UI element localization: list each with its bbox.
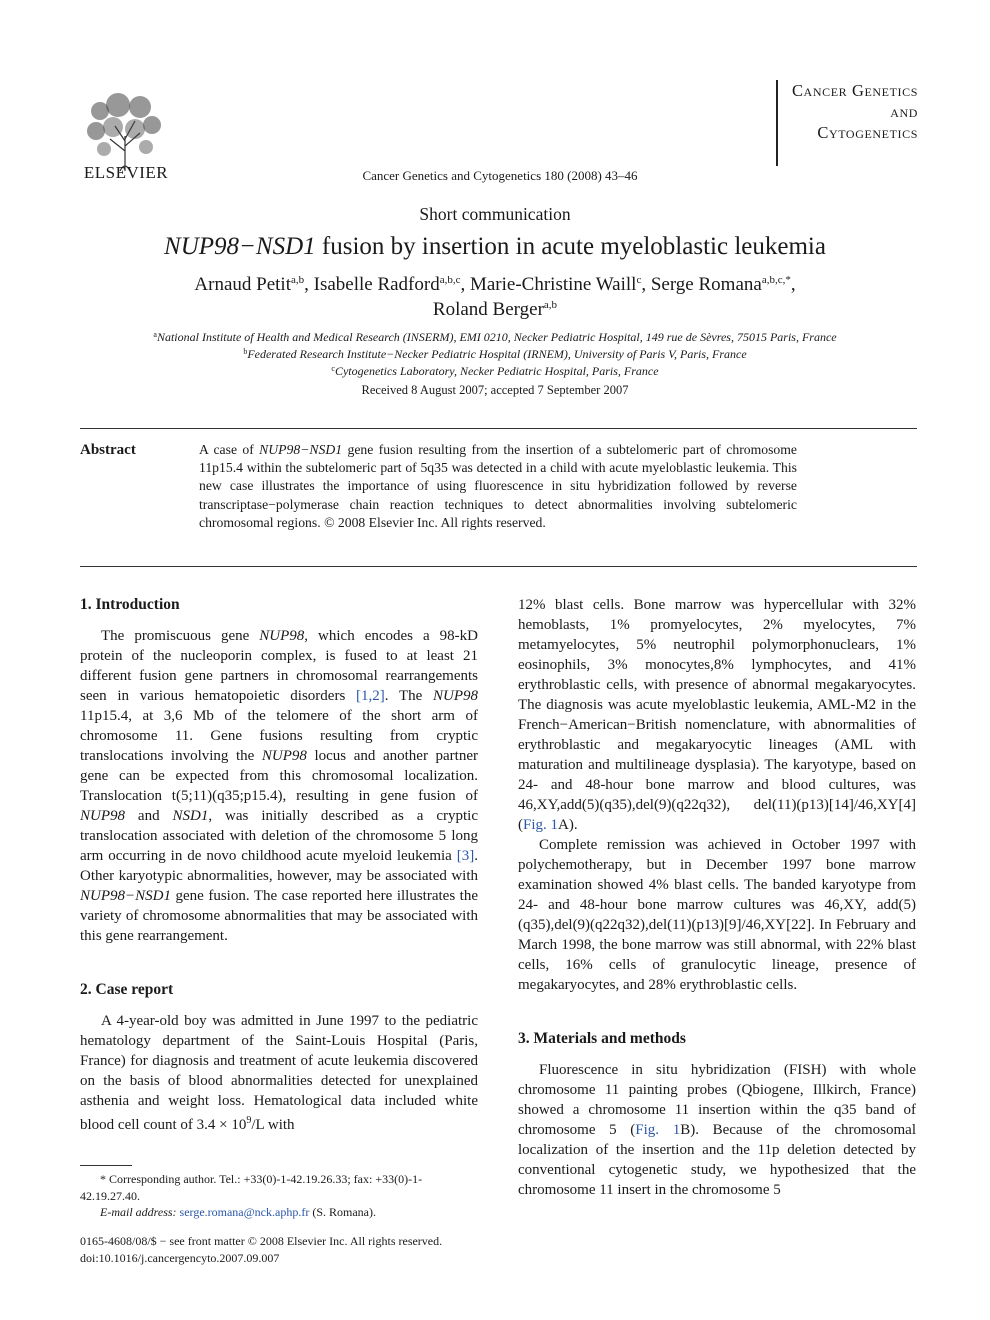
author-name[interactable]: Serge Romana (650, 274, 762, 295)
title-gene: NUP98−NSD1 (164, 233, 316, 260)
journal-logo (776, 80, 918, 166)
email-note (80, 1204, 498, 1221)
section-heading: 2. Case report (80, 981, 174, 998)
figure-link[interactable]: Fig. 1 (523, 817, 559, 833)
author-affil: a,b,c,* (761, 274, 791, 286)
article-title (0, 233, 990, 261)
author-name[interactable]: Isabelle Radford (313, 274, 440, 295)
doi-note: doi:10.1016/j.cancergencyto.2007.09.007 (80, 1251, 280, 1265)
footnote-divider (80, 1165, 132, 1166)
gene-name: NUP98−NSD1 (259, 442, 343, 457)
email-label: E-mail address: (100, 1205, 180, 1219)
affiliation-text: National Institute of Health and Medical Research (INSERM), EMI 0210, Necker Pediatric Hospital, 149 rue de Sèvres, 75015 Paris, France (156, 330, 837, 344)
author-affil: a,b (543, 299, 558, 311)
author-affil: c (636, 274, 642, 286)
section-heading: 3. Materials and methods (518, 1030, 686, 1047)
right-column (518, 595, 916, 1200)
divider (80, 428, 917, 429)
section-heading: 1. Introduction (80, 596, 180, 613)
article-type: Short communication (419, 204, 571, 224)
paragraph: 12% blast cells. Bone marrow was hypercellular with 32% hemoblasts, 1% promyelocytes, 2% myelocytes, 7% metamyelocytes, 5% neutrophil polymorphonuclears, 1% eosinophils, 3% monocytes,8% lymphocytes, and 41% erythroblastic cells, with presence of abnormal megakaryocytes. The diagnosis was acute myeloblastic leukemia, AML-M2 in the French−American−British nomenclature, with abnormalities of erythroblastic and megakaryocytic lineages (AML with maturation and multilineage dysplasia). The karyotype, based on 24- and 48-hour bone marrow and blood cultures, was 46,XY,add(5)(q35),del(9)(q22q32), del(11)(p13)[14]/46,XY[4] (Fig. 1A). (518, 597, 916, 833)
abstract-label: Abstract (80, 442, 136, 458)
publisher-name: ELSEVIER (83, 163, 169, 182)
journal-logo-line: Cancer Genetics (791, 81, 918, 100)
affiliation-text: Cytogenetics Laboratory, Necker Pediatric Hospital, Paris, France (334, 364, 659, 378)
text-run: gene fusion resulting from the insertion of a subtelomeric part of chromosome 11p15.4 within the subtelomeric part of 5q35 was detected in a child with acute myeloblastic leukemia. This new case illustrates the importance of using fluorescence in situ hybridization followed by reverse transcriptase−polymerase chain reaction techniques to detect abnormalities involving subtelomeric chromosomal regions. © 2008 Elsevier Inc. All rights reserved. (199, 442, 797, 530)
paragraph: Complete remission was achieved in October 1997 with polychemotherapy, but in December 1997 bone marrow examination showed 4% blast cells. The banded karyotype from 24- and 48-hour bone marrow cultures was 46,XY, add(5)(q35),del(9)(q22q32),del(11)(p13)[9]/46,XY[22]. In February and March 1998, the bone marrow was still abnormal, with 22% blast cells, 16% cells of granulocytic lineage, presence of megakaryocytes, and 28% erythroblastic cells. (518, 837, 916, 993)
author-name[interactable]: Arnaud Petit (194, 274, 291, 295)
author-list: Arnaud Petit$^{a,b}$, Isabelle Radford$^{a,b,c}$, Marie-Christine Waill$^c$, Serge Romana$^{a,b,c,*}$, Roland Berger$^{a,b}$ (194, 274, 796, 320)
author-affil: a,b,c (439, 274, 461, 286)
divider (80, 566, 917, 567)
affiliation (60, 330, 930, 345)
issn-note: 0165-4608/08/$ − see front matter © 2008 Elsevier Inc. All rights reserved. (80, 1234, 443, 1248)
paragraph: A 4-year-old boy was admitted in June 1997 to the pediatric hematology department of the Saint-Louis Hospital (Paris, France) for diagnosis and treatment of acute leukemia discovered on the basis of blood abnormalities detected for unexplained asthenia and weight loss. Hematological data included white blood cell count of $3.4 \times 10^9/L$ with (80, 1013, 478, 1133)
journal-logo-line: and (890, 102, 918, 121)
figure-link[interactable]: Fig. 1 (635, 1122, 681, 1138)
paragraph: The promiscuous gene NUP98, which encodes a 98-kD protein of the nucleoporin complex, is fused to at least 21 different fusion gene partners in chromosomal rearrangements seen in various hematopoietic disorders [1,2]. The NUP98 11p15.4, at 3,6 Mb of the telomere of the short arm of chromosome 11. Gene fusions resulting from cryptic translocations involving the NUP98 locus and another partner gene can be expected from this chromosomal localization. Translocation t(5;11)(q35;p15.4), resulting in gene fusion of NUP98 and NSD1, was initially described as a cryptic translocation associated with deletion of the chromosome 5 long arm occurring in de novo childhood acute myeloid leukemia [3]. Other karyotypic abnormalities, however, may be associated with NUP98−NSD1 gene fusion. The case reported here illustrates the variety of chromosome abnormalities that may be associated with this gene rearrangement. (80, 628, 478, 944)
citation-link[interactable]: [1,2] (356, 688, 385, 704)
title-rest: fusion by insertion in acute myeloblastic leukemia (315, 233, 826, 260)
affiliation-text: Federated Research Institute−Necker Pediatric Hospital (IRNEM), University of Paris V, Paris, France (247, 347, 747, 361)
author-name[interactable]: Marie-Christine Waill (469, 274, 637, 295)
author-affil: a,b (290, 274, 305, 286)
email-suffix: (S. Romana). (309, 1205, 376, 1219)
journal-citation: Cancer Genetics and Cytogenetics 180 (2008) 43–46 (362, 168, 638, 183)
author-name[interactable]: Roland Berger (432, 299, 544, 320)
affiliation-mark: a (153, 330, 157, 339)
affiliation-mark: c (331, 364, 335, 373)
corresponding-author-note: * Corresponding author. Tel.: +33(0)-1-42.19.26.33; fax: +33(0)-1-42.19.27.40. (80, 1172, 423, 1203)
citation-link[interactable]: [3] (456, 848, 475, 864)
abstract-text (199, 441, 797, 532)
paragraph: Fluorescence in situ hybridization (FISH) with whole chromosome 11 painting probes (Qbiogene, Illkirch, France) showed a chromosome 11 insertion within the q35 band of chromosome 5 (Fig. 1B). Because of the chromosomal localization of the insertion and the 11p deletion detected by conventional cytogenetic study, we hypothesized that the chromosome 11 insert in the chromosome 5 (518, 1062, 916, 1198)
affiliation (60, 364, 930, 379)
affiliation-mark: b (243, 347, 248, 356)
left-column (80, 595, 478, 1135)
email-link[interactable]: serge.romana@nck.aphp.fr (179, 1205, 310, 1219)
affiliation (60, 347, 930, 362)
journal-logo-line: Cytogenetics (817, 123, 918, 142)
received-dates: Received 8 August 2007; accepted 7 September 2007 (361, 383, 629, 397)
text-run: A case of (199, 442, 260, 457)
